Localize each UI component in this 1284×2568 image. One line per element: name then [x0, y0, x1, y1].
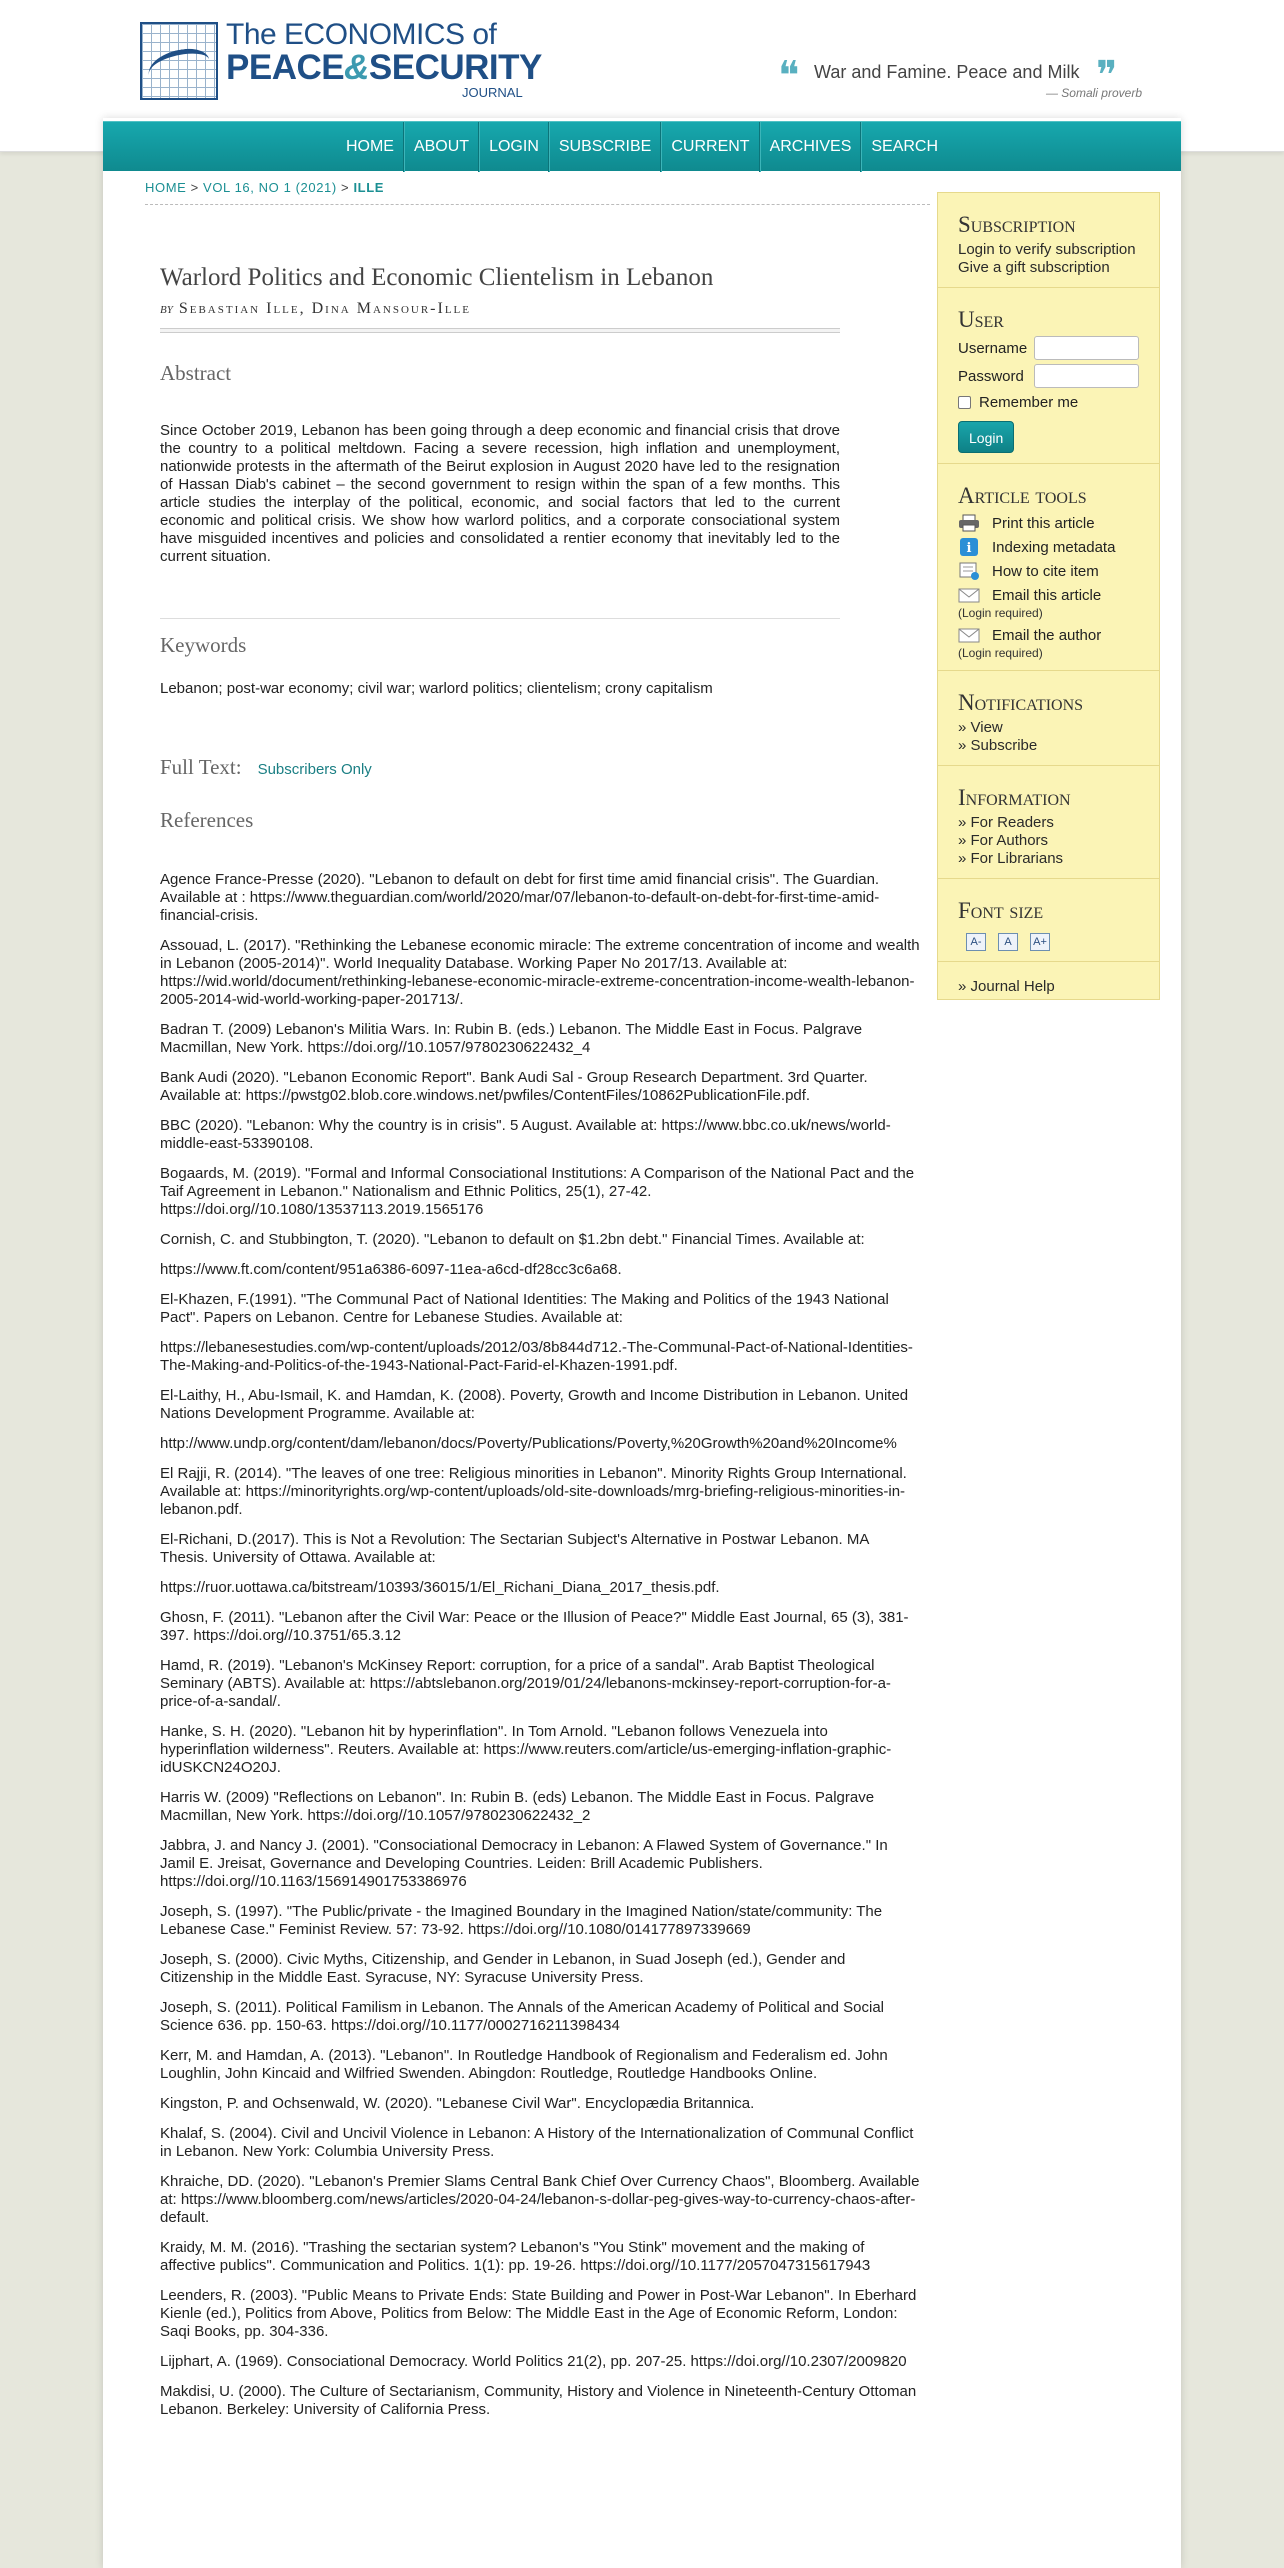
breadcrumb-issue[interactable]: VOL 16, NO 1 (2021)	[203, 180, 337, 195]
breadcrumb-home[interactable]: HOME	[145, 180, 187, 195]
title-rule	[160, 328, 840, 333]
reference-item: Makdisi, U. (2000). The Culture of Sectarianism, Community, History and Violence in Nineteenth-Century Ottoman Lebanon. Berkeley: University of California Press.	[160, 2383, 917, 2418]
abstract-heading: Abstract	[160, 361, 232, 385]
information-title: Information	[958, 785, 1071, 810]
references-list	[160, 871, 940, 2419]
fulltext-label: Full Text:	[160, 755, 242, 779]
quote-text: War and Famine. Peace and Milk	[814, 62, 1080, 82]
reference-item: Joseph, S. (1997). "The Public/private - the Imagined Boundary in the Imagined Nation/state/community: The Lebanese Case." Feminist Review. 57: 73-92. https://doi.org//10.1080/014177897339669	[160, 1903, 883, 1938]
fulltext-link[interactable]: Subscribers Only	[257, 761, 372, 778]
reference-item: Khalaf, S. (2004). Civil and Uncivil Violence in Lebanon: A History of the Internationalization of Communal Conflict in Lebanon. New York: Columbia University Press.	[160, 2125, 914, 2160]
notifications-view-link[interactable]: » View	[958, 719, 1003, 736]
notifications-block	[938, 671, 1159, 766]
main-nav	[103, 121, 1181, 171]
notifications-subscribe-link[interactable]: » Subscribe	[958, 737, 1038, 754]
reference-item: https://ruor.uottawa.ca/bitstream/10393/36015/1/El_Richani_Diana_2017_thesis.pdf.	[160, 1579, 720, 1596]
for-authors-link[interactable]: » For Authors	[958, 832, 1049, 849]
printer-icon	[958, 514, 980, 532]
reference-item: BBC (2020). "Lebanon: Why the country is in crisis". 5 August. Available at: https://www.bbc.co.uk/news/world-middle-east-53390108.	[160, 1117, 891, 1152]
login-required-note: (Login required)	[958, 646, 1043, 660]
password-row: Password	[958, 364, 1139, 388]
keywords-text: Lebanon; post-war economy; civil war; warlord politics; clientelism; crony capitalism	[160, 680, 713, 697]
reference-item: https://lebanesestudies.com/wp-content/uploads/2012/03/8b844d712.-The-Communal-Pact-of-National-Identities-The-Making-and-Politics-of-the-1943-National-Pact-Farid-el-Khazen-1991.pdf.	[160, 1339, 913, 1374]
open-quote-icon: ❝	[778, 53, 800, 99]
subscription-title: Subscription	[958, 212, 1076, 237]
reference-item: Hanke, S. H. (2020). "Lebanon hit by hyperinflation". In Tom Arnold. "Lebanon follows Venezuela into hyperinflation wilderness". Reuters. Available at: https://www.reuters.com/article/us-emerging-inflation-graphic-idUSKCN24O20J.	[160, 1723, 892, 1776]
fulltext-row	[160, 755, 940, 780]
article-tools-block	[938, 464, 1159, 671]
references-heading: References	[160, 808, 254, 832]
indexing-metadata-link[interactable]: i Indexing metadata	[958, 538, 1139, 556]
login-required-note: (Login required)	[958, 606, 1043, 620]
svg-text:i: i	[966, 541, 972, 556]
envelope-icon	[958, 586, 980, 604]
nav-archives[interactable]: ARCHIVES	[760, 122, 862, 172]
breadcrumb: HOME > VOL 16, NO 1 (2021) > ILLE	[145, 180, 385, 195]
envelope-icon	[958, 626, 980, 644]
logo-line1: The ECONOMICS of	[226, 18, 497, 51]
reference-item: Agence France-Presse (2020). "Lebanon to default on debt for first time amid financial crisis". The Guardian. Available at : https://www.theguardian.com/world/2020/mar/07/lebanon-to-default-on-debt-for-first-time-amid-financial-crisis.	[160, 871, 880, 924]
logo-map-icon	[140, 22, 218, 100]
reference-item: Joseph, S. (2011). Political Familism in Lebanon. The Annals of the American Academy of Political and Social Science 636. pp. 150-63. https://doi.org//10.1177/0002716211398434	[160, 1999, 884, 2034]
article-main	[160, 240, 940, 2431]
reference-item: El-Laithy, H., Abu-Ismail, K. and Hamdan, K. (2008). Poverty, Growth and Income Distribution in Lebanon. United Nations Development Programme. Available at:	[160, 1387, 909, 1422]
logo-line3: JOURNAL	[462, 85, 523, 100]
font-default-button[interactable]: A	[998, 933, 1018, 951]
divider	[160, 618, 840, 619]
password-field[interactable]	[1034, 364, 1139, 388]
reference-item: Cornish, C. and Stubbington, T. (2020). "Lebanon to default on $1.2bn debt." Financial Times. Available at:	[160, 1231, 865, 1248]
nav-about[interactable]: ABOUT	[404, 122, 479, 172]
font-size-controls	[958, 933, 1139, 951]
reference-item: Bogaards, M. (2019). "Formal and Informal Consociational Institutions: A Comparison of the National Pact and the Taif Agreement in Lebanon." Nationalism and Ethnic Politics, 25(1), 27-42. https://doi.org//10.1080/13537113.2019.1565176	[160, 1165, 915, 1218]
reference-item: Assouad, L. (2017). "Rethinking the Lebanese economic miracle: The extreme concentration of income and wealth in Lebanon (2005-2014)". World Inequality Database. Working Paper No 2017/13. Available at: https://wid.world/document/rethinking-lebanese-economic-miracle-extreme-concentration-income-wealth-lebanon-2005-2014-wid-world-working-paper-201713/.	[160, 937, 920, 1008]
email-author-link[interactable]: Email the author	[958, 626, 1139, 644]
reference-item: Badran T. (2009) Lebanon's Militia Wars. In: Rubin B. (eds.) Lebanon. The Middle East in Focus. Palgrave Macmillan, New York. https://doi.org//10.1057/9780230622432_4	[160, 1021, 863, 1056]
reference-item: Harris W. (2009) "Reflections on Lebanon". In: Rubin B. (eds) Lebanon. The Middle East in Focus. Palgrave Macmillan, New York. https://doi.org//10.1057/9780230622432_2	[160, 1789, 875, 1824]
font-size-title: Font size	[958, 898, 1044, 923]
nav-login[interactable]: LOGIN	[479, 122, 549, 172]
reference-item: Kerr, M. and Hamdan, A. (2013). "Lebanon". In Routledge Handbook of Regionalism and Federalism ed. John Loughlin, John Kincaid and Wilfried Swenden. Abingdon: Routledge, Routledge Handbooks Online.	[160, 2047, 888, 2082]
article-tools-title: Article tools	[958, 483, 1087, 508]
info-icon	[958, 538, 980, 556]
reference-item: Leenders, R. (2003). "Public Means to Private Ends: State Building and Power in Post-War Lebanon". In Eberhard Kienle (ed.), Politics from Above, Politics from Below: The Middle East in the Age of Economic Reform, London: Saqi Books, pp. 304-336.	[160, 2287, 917, 2340]
reference-item: http://www.undp.org/content/dam/lebanon/docs/Poverty/Publications/Poverty,%20Growth%20and%20Income%	[160, 1435, 897, 1452]
divider	[145, 204, 930, 205]
reference-item: El Rajji, R. (2014). "The leaves of one tree: Religious minorities in Lebanon". Minority Rights Group International. Available at: https://minorityrights.org/wp-content/uploads/old-site-downloads/mrg-briefing-religious-minorities-in-lebanon.pdf.	[160, 1465, 907, 1518]
notifications-title: Notifications	[958, 690, 1084, 715]
subscription-block	[938, 193, 1159, 288]
sidebar	[937, 192, 1160, 1000]
font-larger-button[interactable]: A+	[1030, 933, 1050, 951]
header-quote	[778, 53, 1146, 106]
help-block	[938, 962, 1159, 1006]
breadcrumb-current[interactable]: ILLE	[353, 180, 385, 195]
gift-subscription-link[interactable]: Give a gift subscription	[958, 259, 1110, 276]
reference-item: https://www.ft.com/content/951a6386-6097-11ea-a6cd-df28cc3c6a68.	[160, 1261, 622, 1278]
nav-search[interactable]: SEARCH	[861, 122, 947, 172]
username-field[interactable]	[1034, 336, 1139, 360]
user-title: User	[958, 307, 1004, 332]
cite-item-link[interactable]: How to cite item	[958, 562, 1139, 580]
keywords-heading: Keywords	[160, 633, 247, 657]
reference-item: El-Khazen, F.(1991). "The Communal Pact of National Identities: The Making and Politics of the 1943 National Pact". Papers on Lebanon. Centre for Lebanese Studies. Available at:	[160, 1291, 889, 1326]
information-block	[938, 766, 1159, 879]
quote-source: — Somali proverb	[1045, 86, 1142, 100]
reference-item: Ghosn, F. (2011). "Lebanon after the Civil War: Peace or the Illusion of Peace?" Middle East Journal, 65 (3), 381-397. https://doi.org//10.3751/65.3.12	[160, 1609, 909, 1644]
cite-icon	[958, 562, 980, 580]
reference-item: Kingston, P. and Ochsenwald, W. (2020). "Lebanese Civil War". Encyclopædia Britannica.	[160, 2095, 755, 2112]
reference-item: Lijphart, A. (1969). Consociational Democracy. World Politics 21(2), pp. 207-25. https://doi.org//10.2307/2009820	[160, 2353, 907, 2370]
reference-item: Khraiche, DD. (2020). "Lebanon's Premier Slams Central Bank Chief Over Currency Chaos", Bloomberg. Available at: https://www.bloomberg.com/news/articles/2020-04-24/lebanon-s-dollar-peg-gives-way-to-currency-chaos-after-default.	[160, 2173, 920, 2226]
logo-line2: PEACE&SECURITY	[226, 48, 542, 87]
remember-checkbox[interactable]	[958, 396, 971, 409]
for-readers-link[interactable]: » For Readers	[958, 814, 1054, 831]
reference-item: Joseph, S. (2000). Civic Myths, Citizenship, and Gender in Lebanon, in Suad Joseph (ed.), Gender and Citizenship in the Middle East. Syracuse, NY: Syracuse University Press.	[160, 1951, 846, 1986]
article-title: Warlord Politics and Economic Clientelism in Lebanon	[160, 264, 714, 291]
reference-item: El-Richani, D.(2017). This is Not a Revolution: The Sectarian Subject's Alternative in Postwar Lebanon. MA Thesis. University of Ottawa. Available at:	[160, 1531, 869, 1566]
print-article-link[interactable]: Print this article	[958, 514, 1139, 532]
nav-current[interactable]: CURRENT	[661, 122, 759, 172]
email-article-link[interactable]: Email this article	[958, 586, 1139, 604]
nav-home[interactable]: HOME	[337, 122, 404, 172]
reference-item: Kraidy, M. M. (2016). "Trashing the sectarian system? Lebanon's "You Stink" movement and the making of affective publics". Communication and Politics. 1(1): pp. 19-26. https://doi.org//10.1177/2057047315617943	[160, 2239, 871, 2274]
font-size-block	[938, 879, 1159, 962]
nav-subscribe[interactable]: SUBSCRIBE	[549, 122, 661, 172]
close-quote-icon: ❞	[1096, 53, 1118, 99]
reference-item: Bank Audi (2020). "Lebanon Economic Report". Bank Audi Sal - Group Research Department. 3rd Quarter. Available at: https://pwstg02.blob.core.windows.net/pwfiles/ContentFiles/10862PublicationFile.pdf.	[160, 1069, 868, 1104]
abstract-text: Since October 2019, Lebanon has been going through a deep economic and financial crisis that drove the country to a political meltdown. Facing a severe recession, high inflation and unemployment, nationwide protests in the aftermath of the Beirut explosion in August 2020 have led to the resignation of Hassan Diab's cabinet – the second government to resign within the span of a few months. This article studies the interplay of the political, economic, and social factors that led to the current economic and political crisis. We show how warlord politics, and a corporate consociational system have misguided incentives and policies and consolidated a rentier economy that inevitably led to the current situation.	[160, 422, 840, 565]
reference-item: Jabbra, J. and Nancy J. (2001). "Consociational Democracy in Lebanon: A Flawed System of Governance." In Jamil E. Jreisat, Governance and Developing Countries. Leiden: Brill Academic Publishers. https://doi.org//10.1163/156914901753386976	[160, 1837, 888, 1890]
journal-help-link[interactable]: » Journal Help	[958, 978, 1055, 995]
login-verify-link[interactable]: Login to verify subscription	[958, 241, 1136, 258]
for-librarians-link[interactable]: » For Librarians	[958, 850, 1064, 867]
user-block	[938, 288, 1159, 464]
username-row: Username	[958, 336, 1139, 360]
font-smaller-button[interactable]: A-	[966, 933, 986, 951]
login-button[interactable]: Login	[958, 421, 1014, 453]
article-authors: by Sebastian Ille, Dina Mansour-Ille	[160, 300, 471, 317]
journal-logo[interactable]	[140, 18, 542, 104]
remember-me[interactable]: Remember me	[958, 394, 1139, 411]
reference-item: Hamd, R. (2019). "Lebanon's McKinsey Report: corruption, for a price of a sandal". Arab Baptist Theological Seminary (ABTS). Available at: https://abtslebanon.org/2019/01/24/lebanons-mckinsey-report-corruption-for-a-price-of-a-sandal/.	[160, 1657, 891, 1710]
